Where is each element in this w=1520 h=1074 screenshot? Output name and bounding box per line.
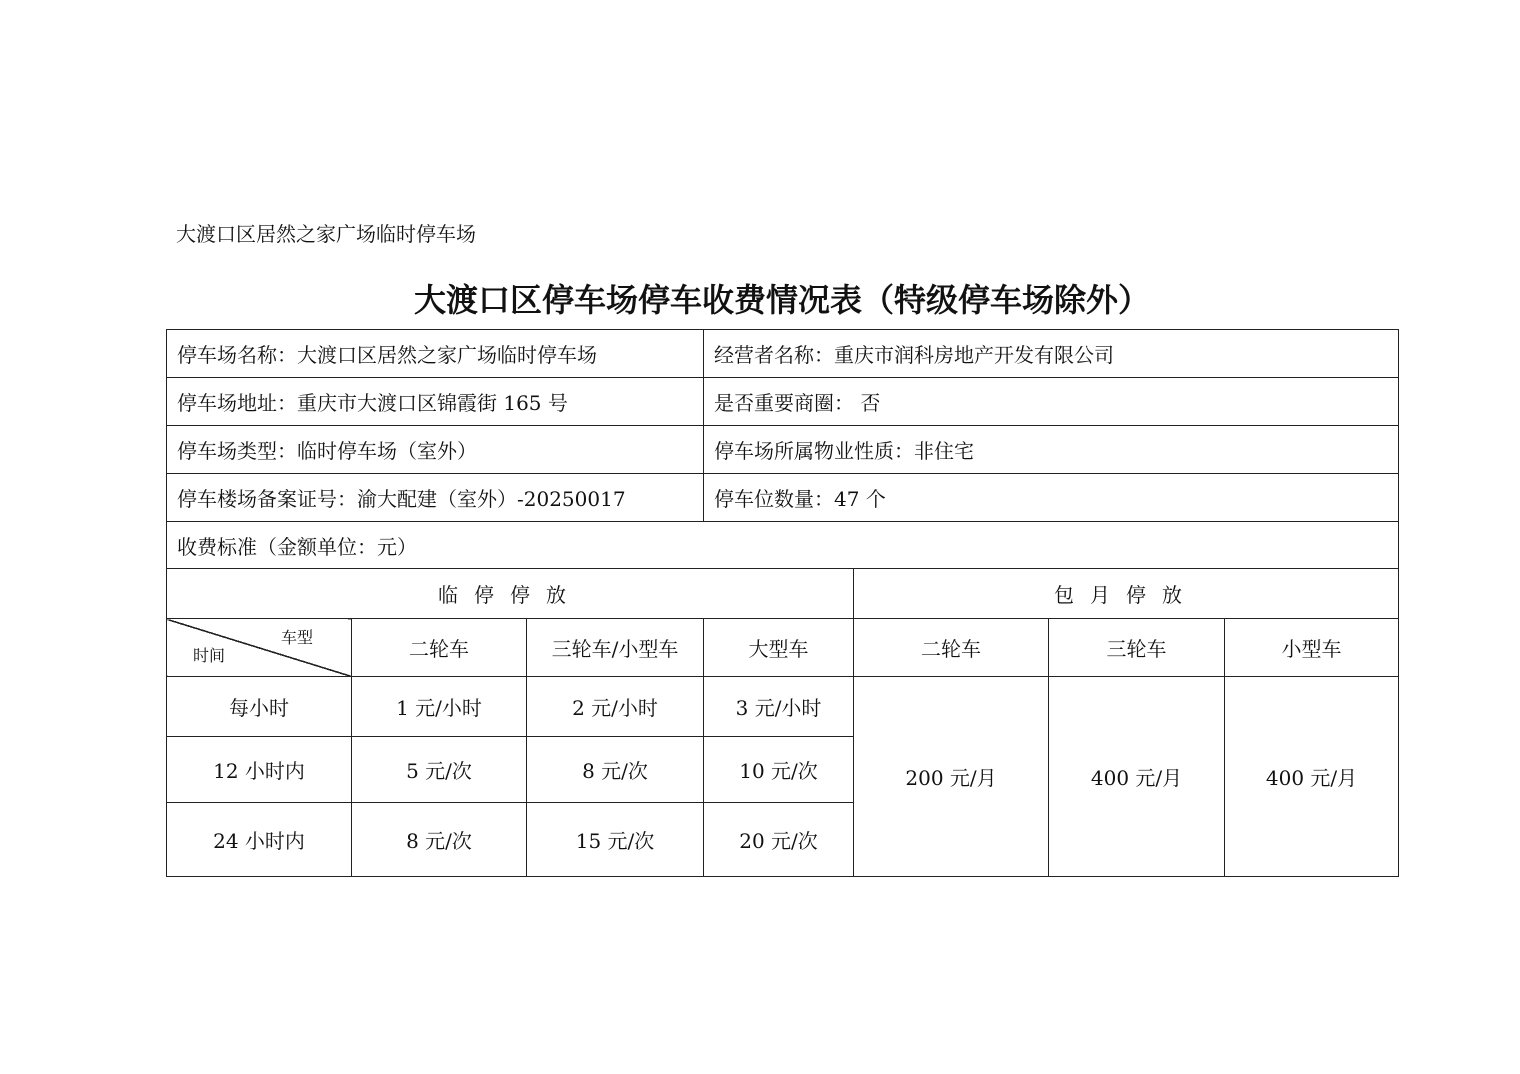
monthly-parking-header: 包月停放 — [854, 569, 1399, 619]
fee-standard-cell: 收费标准（金额单位：元） — [167, 522, 1399, 569]
temp-column-header: 三轮车/小型车 — [527, 619, 704, 677]
fee-cell: 10 元/次 — [704, 737, 854, 803]
column-header-row — [167, 619, 1399, 677]
monthly-column-header: 三轮车 — [1049, 619, 1225, 677]
lot-name-cell: 停车场名称：大渡口区居然之家广场临时停车场 — [167, 330, 704, 378]
fee-cell: 8 元/次 — [527, 737, 704, 803]
fee-cell: 3 元/小时 — [704, 677, 854, 737]
fee-standard-row — [167, 522, 1399, 569]
lot-type-cell: 停车场类型：临时停车场（室外） — [167, 426, 704, 474]
temp-column-header: 大型车 — [704, 619, 854, 677]
section-header-row — [167, 569, 1399, 619]
info-row — [167, 330, 1399, 378]
operator-cell: 经营者名称：重庆市润科房地产开发有限公司 — [704, 330, 1399, 378]
fee-cell: 2 元/小时 — [527, 677, 704, 737]
address-cell: 停车场地址：重庆市大渡口区锦霞街 165 号 — [167, 378, 704, 426]
time-period-cell: 24 小时内 — [167, 803, 352, 877]
corner-header-cell — [167, 619, 352, 677]
fee-table — [166, 329, 1399, 877]
fee-cell: 8 元/次 — [352, 803, 527, 877]
monthly-fee-cell: 200 元/月 — [854, 677, 1049, 877]
space-count-cell: 停车位数量：47 个 — [704, 474, 1399, 522]
fee-cell: 20 元/次 — [704, 803, 854, 877]
corner-vehicle-label: 车型 — [280, 628, 313, 647]
document-title: 大渡口区停车场停车收费情况表（特级停车场除外） — [413, 281, 1150, 319]
fee-row — [167, 677, 1399, 737]
fee-cell: 15 元/次 — [527, 803, 704, 877]
property-nature-cell: 停车场所属物业性质：非住宅 — [704, 426, 1399, 474]
monthly-column-header: 小型车 — [1225, 619, 1399, 677]
corner-time-label: 时间 — [193, 646, 226, 665]
filing-number-cell: 停车楼场备案证号：渝大配建（室外）-20250017 — [167, 474, 704, 522]
info-row — [167, 378, 1399, 426]
monthly-column-header: 二轮车 — [854, 619, 1049, 677]
key-business-district-cell: 是否重要商圈： 否 — [704, 378, 1399, 426]
time-period-cell: 12 小时内 — [167, 737, 352, 803]
temp-column-header: 二轮车 — [352, 619, 527, 677]
temporary-parking-header: 临停停放 — [167, 569, 854, 619]
info-row — [167, 474, 1399, 522]
document-header: 大渡口区居然之家广场临时停车场 — [176, 222, 476, 246]
fee-cell: 1 元/小时 — [352, 677, 527, 737]
info-row — [167, 426, 1399, 474]
fee-cell: 5 元/次 — [352, 737, 527, 803]
monthly-fee-cell: 400 元/月 — [1049, 677, 1225, 877]
monthly-fee-cell: 400 元/月 — [1225, 677, 1399, 877]
time-period-cell: 每小时 — [167, 677, 352, 737]
